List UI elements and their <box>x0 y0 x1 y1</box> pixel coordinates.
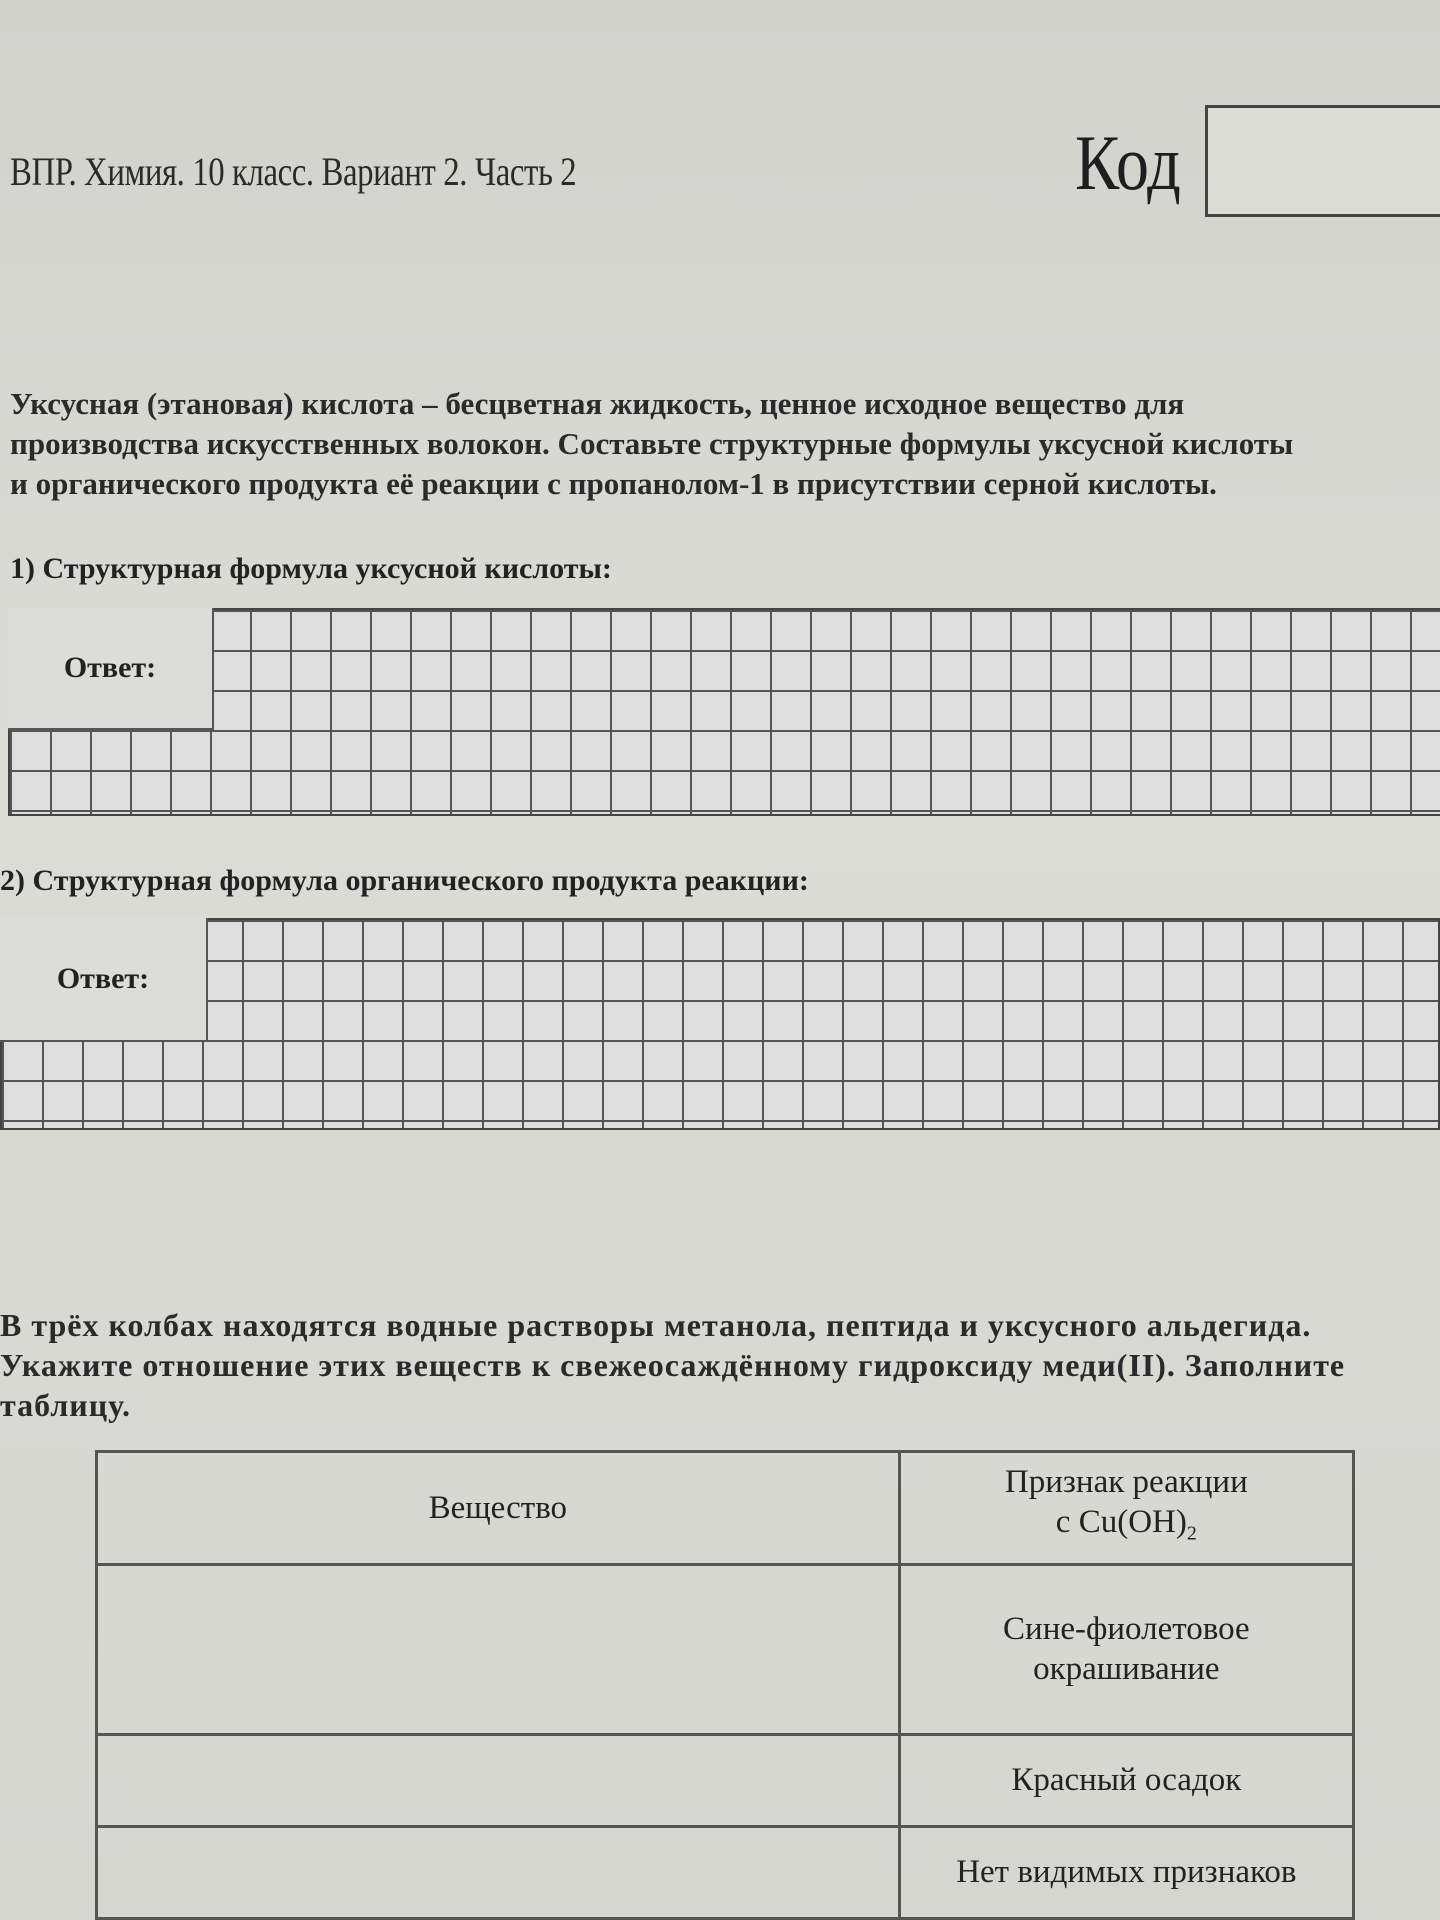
part1-label: 1) Структурная формула уксусной кислоты: <box>10 552 612 585</box>
answer-label-2 <box>0 918 208 1042</box>
reaction-table <box>95 1450 1355 1920</box>
sign-cell: Сине-фиолетовое окрашивание <box>899 1565 1353 1735</box>
task2-line: В трёх колбах находятся водные растворы метанола, пептида и уксусного альдегида. <box>0 1307 1312 1343</box>
task2-line: Укажите отношение этих веществ к свежеосаждённому гидроксиду меди(II). Заполните <box>0 1347 1346 1383</box>
task2-statement <box>0 1305 1440 1425</box>
answer-label-text: Ответ: <box>56 962 150 995</box>
answer-label-text: Ответ: <box>63 651 157 684</box>
header-substance: Вещество <box>97 1452 900 1565</box>
table-header-row <box>97 1452 1354 1565</box>
answer-grid-1[interactable] <box>8 608 1440 816</box>
header-sign-subscript: 2 <box>1186 1522 1197 1545</box>
table-row <box>97 1826 1354 1918</box>
sign-cell: Красный осадок <box>899 1734 1353 1826</box>
code-label: Код <box>1075 119 1181 206</box>
task1-line: и органического продукта её реакции с пропанолом-1 в присутствии серной кислоты. <box>10 466 1217 501</box>
task1-line: производства искусственных волокон. Составьте структурные формулы уксусной кислоты <box>10 426 1294 461</box>
header-sign-line2: с Cu(OH) <box>1055 1504 1187 1541</box>
answer-grid-2[interactable] <box>0 918 1440 1130</box>
code-input-box[interactable] <box>1205 105 1440 217</box>
answer-label-1 <box>8 608 214 730</box>
table-row <box>97 1565 1354 1735</box>
sign-cell: Нет видимых признаков <box>899 1826 1353 1918</box>
table-row <box>97 1734 1354 1826</box>
header-reaction-sign <box>899 1452 1353 1565</box>
substance-cell[interactable] <box>97 1565 900 1735</box>
task1-line: Уксусная (этановая) кислота – бесцветная жидкость, ценное исходное вещество для <box>10 386 1185 421</box>
task1-statement <box>10 384 1440 504</box>
task2-line: таблицу. <box>0 1387 131 1423</box>
substance-cell[interactable] <box>97 1734 900 1826</box>
header-sign-line1: Признак реакции <box>1004 1464 1248 1501</box>
substance-cell[interactable] <box>97 1826 900 1918</box>
part2-label: 2) Структурная формула органического продукта реакции: <box>0 864 809 897</box>
header-title: ВПР. Химия. 10 класс. Вариант 2. Часть 2 <box>10 149 577 194</box>
